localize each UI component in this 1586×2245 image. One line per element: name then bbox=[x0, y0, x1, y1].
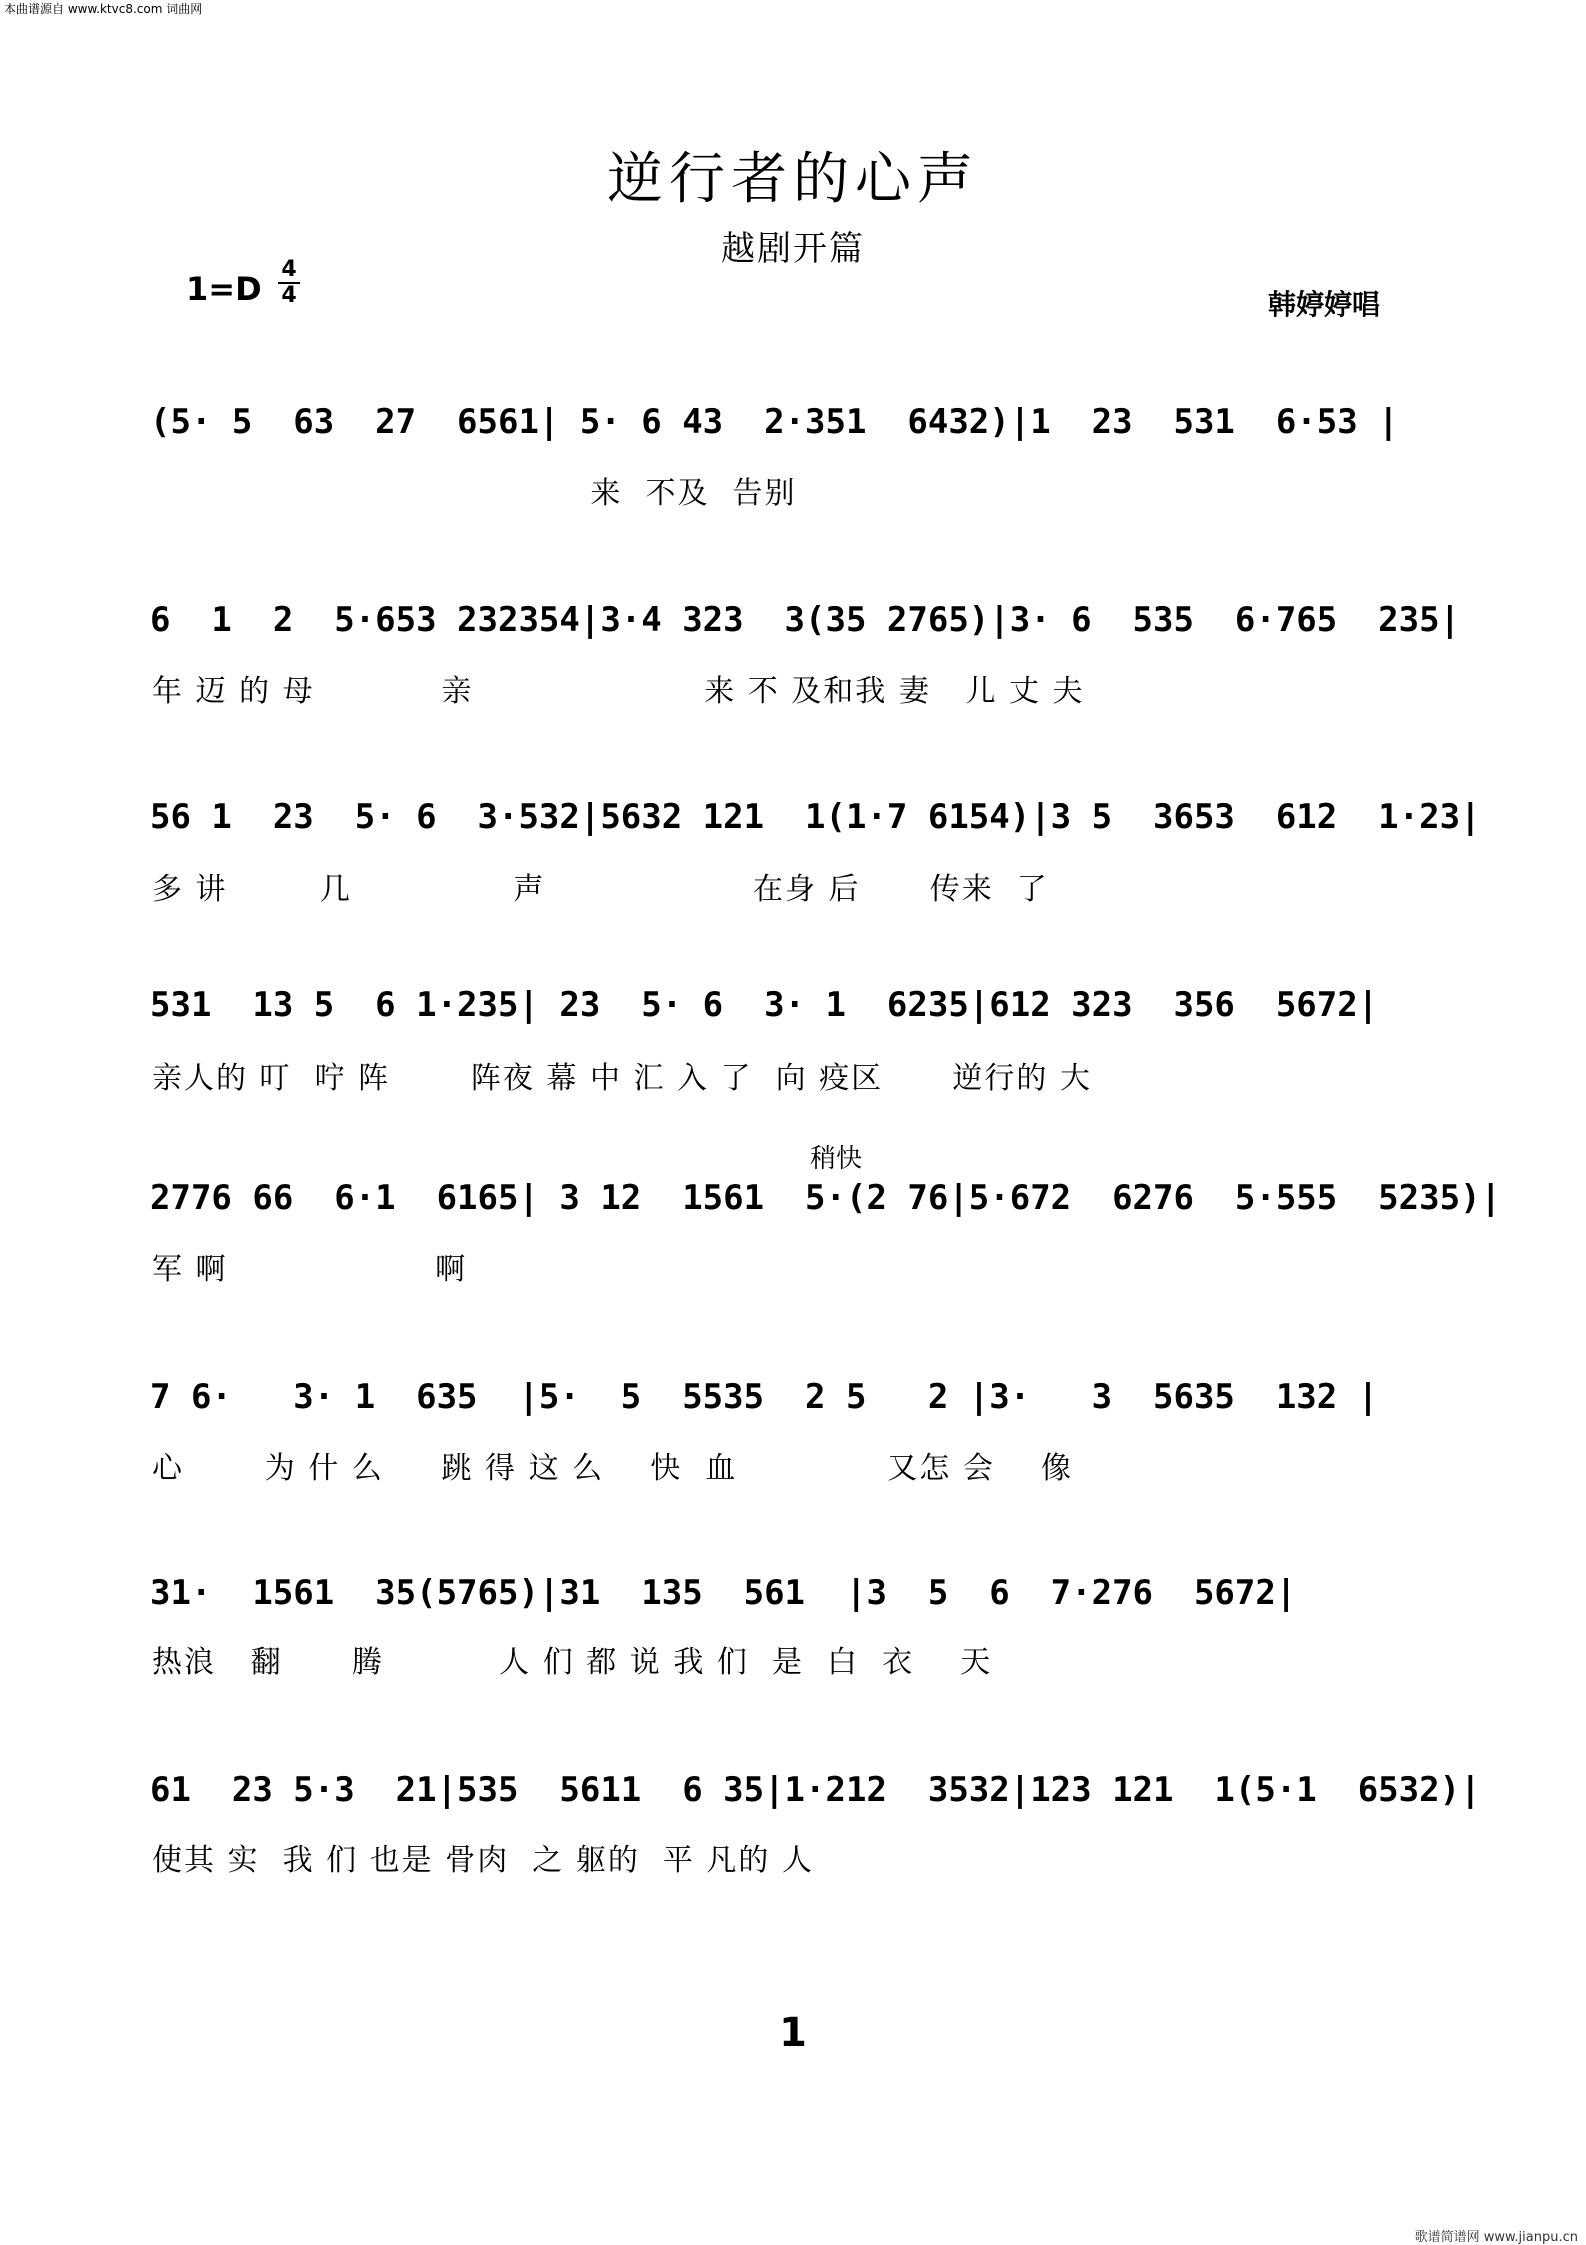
lyric-line-8: 使其 实 我 们 也是 骨肉 之 躯的 平 凡的 人 bbox=[152, 1843, 814, 1878]
key-signature: 1=D bbox=[186, 270, 262, 308]
lyric-line-1: 来 不及 告别 bbox=[152, 476, 797, 511]
song-title: 逆行者的心声 bbox=[607, 147, 979, 212]
time-bottom: 4 bbox=[281, 283, 297, 308]
notation-line-4: 531 13 5 6 1·235| 23 5· 6 3· 1 6235|612 323 356 5672| bbox=[150, 985, 1379, 1025]
time-top: 4 bbox=[281, 257, 297, 282]
lyric-line-2: 年 迈 的 母 亲 来 不 及和我 妻 儿 丈 夫 bbox=[152, 674, 1085, 709]
notation-line-5: 2776 66 6·1 6165| 3 12 1561 5·(2 76|5·672 6276 5·555 5235)| bbox=[150, 1178, 1502, 1218]
lyric-line-5: 军 啊 啊 bbox=[152, 1252, 468, 1287]
singer-credit: 韩婷婷唱 bbox=[1268, 288, 1381, 321]
source-watermark: 本曲谱源自 www.ktvc8.com 词曲网 bbox=[4, 2, 203, 16]
notation-line-2: 6 1 2 5·653 232354|3·4 323 3(35 2765)|3· 6 535 6·765 235| bbox=[150, 600, 1461, 640]
notation-line-3: 56 1 23 5· 6 3·532|5632 121 1(1·7 6154)|3 5 3653 612 1·23| bbox=[150, 797, 1481, 837]
page-number: 1 bbox=[779, 2010, 807, 2056]
footer-watermark: 歌谱简谱网 www.jianpu.cn bbox=[1414, 2230, 1578, 2245]
lyric-line-4: 亲人的 叮 咛 阵 阵夜 幕 中 汇 入 了 向 疫区 逆行的 大 bbox=[152, 1061, 1092, 1096]
notation-line-1: (5· 5 63 27 6561| 5· 6 43 2·351 6432)|1 23 531 6·53 | bbox=[150, 402, 1399, 442]
lyric-line-3: 多 讲 几 声 在身 后 传来 了 bbox=[152, 872, 1049, 907]
tempo-marking: 稍快 bbox=[810, 1144, 863, 1174]
notation-line-8: 61 23 5·3 21|535 5611 6 35|1·212 3532|123 121 1(5·1 6532)| bbox=[150, 1770, 1481, 1810]
lyric-line-7: 热浪 翻 腾 人 们 都 说 我 们 是 白 衣 天 bbox=[152, 1645, 993, 1680]
song-subtitle: 越剧开篇 bbox=[721, 229, 865, 269]
notation-line-6: 7 6· 3· 1 635 |5· 5 5535 2 5 2 |3· 3 5635 132 | bbox=[150, 1377, 1379, 1417]
notation-line-7: 31· 1561 35(5765)|31 135 561 |3 5 6 7·276 5672| bbox=[150, 1573, 1297, 1613]
lyric-line-6: 心 为 什 么 跳 得 这 么 快 血 又怎 会 像 bbox=[152, 1451, 1073, 1486]
time-signature bbox=[276, 258, 302, 308]
